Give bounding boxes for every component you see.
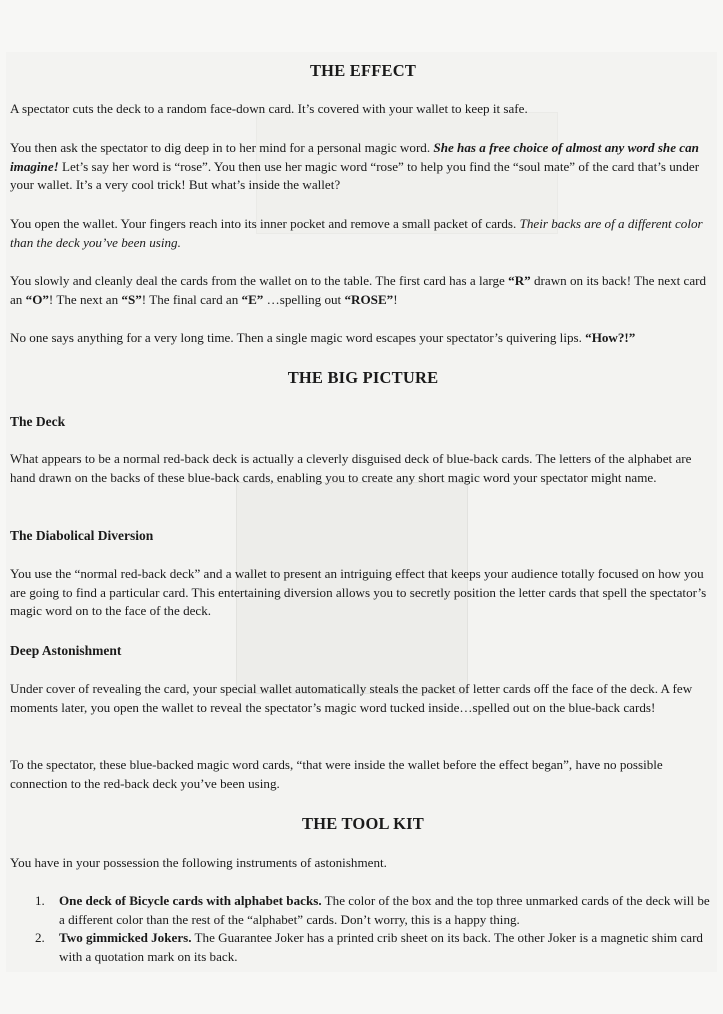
closing-paragraph: To the spectator, these blue-backed magic word cards, “that were inside the wallet before the effect began”, have no possible connection to the red-back deck you’ve been using. (10, 757, 663, 791)
effect-paragraph-5: No one says anything for a very long time. Then a single magic word escapes your spectator’s quivering lips. “How?!” (10, 330, 636, 345)
subheading-the-deck: The Deck (10, 414, 66, 429)
heading-the-effect: THE EFFECT (309, 61, 417, 80)
tool-kit-intro: You have in your possession the following instruments of astonishment. (10, 855, 387, 870)
subheading-deep-astonishment: Deep Astonishment (10, 643, 122, 658)
effect-paragraph-2: You then ask the spectator to dig deep in to her mind for a personal magic word. She has a free choice of almost any word she can imagine! Let’s say her word is “rose”. You then use her magic word “rose” to help you find the “soul mate” of the card that’s under your wallet. It’s a very cool trick! But what’s inside the wallet? (10, 140, 700, 192)
subheading-diabolical-diversion: The Diabolical Diversion (10, 528, 154, 543)
diversion-paragraph: You use the “normal red-back deck” and a wallet to present an intriguing effect that keeps your audience totally focused on how you are going to find a particular card. This entertaining diversion allows you to secretly position the letter cards that spell the spectator’s magic word on to the face of the deck. (10, 566, 707, 618)
heading-the-big-picture: THE BIG PICTURE (287, 368, 439, 387)
effect-paragraph-4: You slowly and cleanly deal the cards from the wallet on to the table. The first card has a large “R” drawn on its back! The next card an “O”! The next an “S”! The final card an “E” …spelling out “ROSE”! (10, 273, 707, 307)
effect-paragraph-1: A spectator cuts the deck to a random face-down card. It’s covered with your wallet to keep it safe. (10, 101, 528, 116)
effect-paragraph-3: You open the wallet. Your fingers reach into its inner pocket and remove a small packet of cards. Their backs are of a different color than the deck you’ve been using. (10, 216, 703, 250)
astonishment-paragraph: Under cover of revealing the card, your special wallet automatically steals the packet of letter cards off the face of the deck. A few moments later, you open the wallet to reveal the spectator’s magic word tucked inside…spelled out on the blue-back cards! (10, 681, 693, 715)
tool-kit-list (10, 892, 716, 966)
list-item: 1. One deck of Bicycle cards with alphabet backs. The color of the box and the top three unmarked cards of the deck will be a different color than the rest of the “alphabet” cards. Don’t worry, this is a happy thing. (35, 893, 710, 927)
list-item: 2. Two gimmicked Jokers. The Guarantee Joker has a printed crib sheet on its back. The other Joker is a magnetic shim card with a quotation mark on its back. (35, 930, 703, 964)
deck-paragraph: What appears to be a normal red-back deck is actually a cleverly disguised deck of blue-back cards. The letters of the alphabet are hand drawn on the backs of these blue-back cards, enabling you to create any short magic word your spectator might name. (10, 451, 692, 485)
heading-the-tool-kit: THE TOOL KIT (302, 814, 424, 833)
